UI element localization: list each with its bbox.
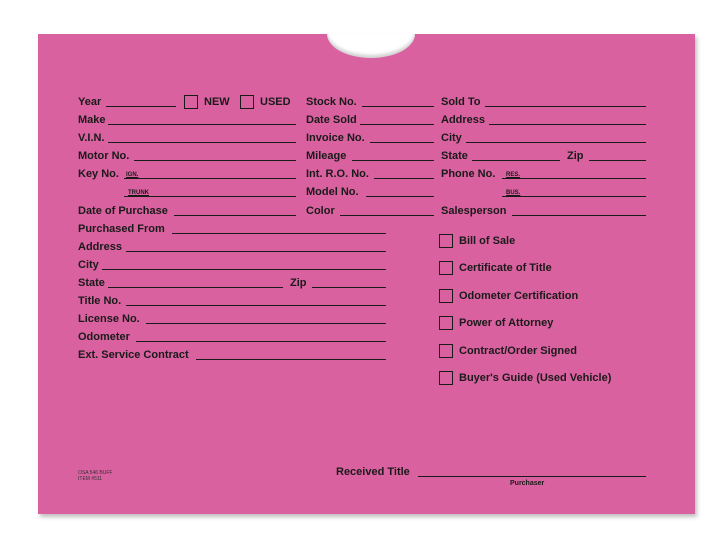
license-no-line[interactable] <box>146 323 386 324</box>
salesperson-line[interactable] <box>512 215 646 216</box>
purchaser-label: Purchaser <box>510 480 545 487</box>
purchased-from-line[interactable] <box>172 233 386 234</box>
odometer-label: Odometer <box>78 331 130 343</box>
int-ro-no-line[interactable] <box>374 178 434 179</box>
date-of-purchase-line[interactable] <box>174 215 296 216</box>
checklist-item: Bill of Sale <box>459 235 516 247</box>
zip2-label: Zip <box>290 277 307 289</box>
phone-bus-line[interactable] <box>502 196 646 197</box>
int-ro-no-label: Int. R.O. No. <box>306 168 369 180</box>
new-checkbox[interactable] <box>184 95 198 109</box>
mileage-label: Mileage <box>306 150 347 162</box>
bill-of-sale-checkbox[interactable] <box>439 234 453 248</box>
checklist-item: Odometer Certification <box>459 290 579 302</box>
title-no-label: Title No. <box>78 295 122 307</box>
phone-res-line[interactable] <box>502 178 646 179</box>
motor-no-label: Motor No. <box>78 150 130 162</box>
power-of-attorney-checkbox[interactable] <box>439 316 453 330</box>
year-label: Year <box>78 96 102 108</box>
invoice-no-line[interactable] <box>370 142 434 143</box>
make-line[interactable] <box>108 124 296 125</box>
address2-label: Address <box>78 241 123 253</box>
sold-to-label: Sold To <box>441 96 481 108</box>
certificate-of-title-checkbox[interactable] <box>439 261 453 275</box>
year-line[interactable] <box>106 106 176 107</box>
stock-no-line[interactable] <box>362 106 434 107</box>
address2-line[interactable] <box>126 251 386 252</box>
state2-line[interactable] <box>108 287 283 288</box>
ign-label: IGN. <box>126 172 139 178</box>
ext-service-contract-line[interactable] <box>196 359 386 360</box>
date-sold-label: Date Sold <box>306 114 357 126</box>
checklist-item: Buyer's Guide (Used Vehicle) <box>459 372 612 384</box>
state-line[interactable] <box>472 160 560 161</box>
state-label: State <box>441 150 468 162</box>
checklist-item: Contract/Order Signed <box>459 345 577 357</box>
buyers-guide-checkbox[interactable] <box>439 371 453 385</box>
new-label: NEW <box>204 96 230 108</box>
purchased-from-label: Purchased From <box>78 223 165 235</box>
received-title-label: Received Title <box>336 466 410 478</box>
city-label: City <box>441 132 462 144</box>
title-no-line[interactable] <box>126 305 386 306</box>
res-label: RES. <box>506 172 521 178</box>
stock-no-label: Stock No. <box>306 96 357 108</box>
trunk-label: TRUNK <box>128 190 149 196</box>
invoice-no-label: Invoice No. <box>306 132 365 144</box>
key-ign-line[interactable] <box>124 178 296 179</box>
vin-line[interactable] <box>108 142 296 143</box>
phone-no-label: Phone No. <box>441 168 496 180</box>
city2-label: City <box>78 259 99 271</box>
model-no-label: Model No. <box>306 186 359 198</box>
city-line[interactable] <box>466 142 646 143</box>
checklist-item: Power of Attorney <box>459 317 554 329</box>
color-line[interactable] <box>340 215 434 216</box>
model-no-line[interactable] <box>366 196 434 197</box>
key-trunk-line[interactable] <box>124 196 296 197</box>
date-sold-line[interactable] <box>360 124 434 125</box>
used-checkbox[interactable] <box>240 95 254 109</box>
key-no-label: Key No. <box>78 168 119 180</box>
mileage-line[interactable] <box>352 160 434 161</box>
motor-no-line[interactable] <box>134 160 296 161</box>
ext-service-contract-label: Ext. Service Contract <box>78 349 189 361</box>
bus-label: BUS. <box>506 190 521 196</box>
checklist-item: Certificate of Title <box>459 262 552 274</box>
used-label: USED <box>260 96 291 108</box>
salesperson-label: Salesperson <box>441 205 507 217</box>
make-label: Make <box>78 114 106 126</box>
date-of-purchase-label: Date of Purchase <box>78 205 168 217</box>
color-label: Color <box>306 205 335 217</box>
address-line[interactable] <box>489 124 646 125</box>
odometer-certification-checkbox[interactable] <box>439 289 453 303</box>
zip2-line[interactable] <box>312 287 386 288</box>
odometer-line[interactable] <box>136 341 386 342</box>
sold-to-line[interactable] <box>485 106 646 107</box>
city2-line[interactable] <box>102 269 386 270</box>
license-no-label: License No. <box>78 313 140 325</box>
form-code: OSA 546 BUFF <box>78 470 113 476</box>
address-label: Address <box>441 114 486 126</box>
item-code: ITEM #511 <box>78 476 103 482</box>
state2-label: State <box>78 277 105 289</box>
vin-label: V.I.N. <box>78 132 105 144</box>
zip-label: Zip <box>567 150 584 162</box>
contract-order-signed-checkbox[interactable] <box>439 344 453 358</box>
received-title-line[interactable] <box>418 476 646 477</box>
zip-line[interactable] <box>589 160 646 161</box>
